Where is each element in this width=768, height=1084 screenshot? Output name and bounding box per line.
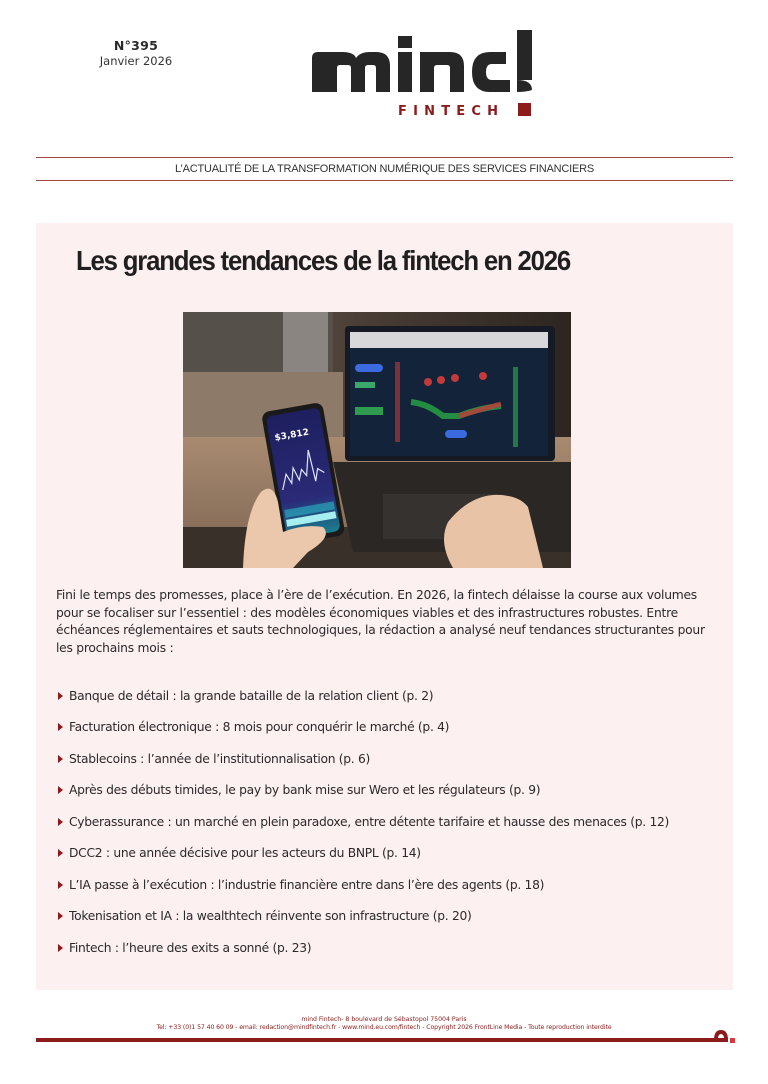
issue-date: Janvier 2026 (99, 54, 173, 68)
trend-label: Facturation électronique : 8 mois pour conquérir le marché (p. 4) (69, 720, 450, 735)
trend-item[interactable] (58, 901, 728, 933)
svg-text:$3,812: $3,812 (273, 427, 310, 444)
trend-item[interactable] (58, 869, 728, 901)
article-photo (183, 312, 571, 568)
trend-label: Banque de détail : la grande bataille de la relation client (p. 2) (69, 688, 434, 703)
trend-label: Après des débuts timides, le pay by bank mise sur Wero et les régulateurs (p. 9) (69, 783, 541, 798)
trend-item[interactable] (58, 712, 728, 744)
mind-logo-icon (310, 28, 540, 120)
footer-address: mind Fintech- 8 boulevard de Sébastopol 75004 Paris (301, 1016, 467, 1023)
article-panel (36, 223, 733, 990)
tagline-divider (36, 180, 733, 181)
trend-item[interactable] (58, 806, 728, 838)
mind-mark-icon (712, 1024, 736, 1044)
trend-item[interactable] (58, 743, 728, 775)
footer-contact: Tel: +33 (0)1 57 40 60 09 - email: redaction@mindfintech.fr - www.mind.eu.com/fintech - Copyright 2026 FrontLine Media - Toute reproduction interdite (156, 1024, 612, 1031)
logo-subtitle: FINTECH (398, 104, 505, 119)
issue-info (86, 38, 186, 68)
trend-label: Cyberassurance : un marché en plein paradoxe, entre détente tarifaire et hausse des menaces (p. 12) (69, 814, 669, 829)
mind-fintech-logo (310, 28, 540, 120)
tagline: L’ACTUALITÉ DE LA TRANSFORMATION NUMÉRIQUE DES SERVICES FINANCIERS (175, 163, 594, 175)
triangle-bullet-icon (58, 912, 63, 920)
triangle-bullet-icon (58, 881, 63, 889)
triangle-bullet-icon (58, 692, 63, 700)
triangle-bullet-icon (58, 755, 63, 763)
issue-number: N°395 (113, 38, 159, 53)
trend-label: DCC2 : une année décisive pour les acteurs du BNPL (p. 14) (69, 846, 421, 861)
top-divider (36, 157, 733, 158)
trends-list (58, 680, 728, 964)
triangle-bullet-icon (58, 786, 63, 794)
trend-label: L’IA passe à l’exécution : l’industrie financière entre dans l’ère des agents (p. 18) (69, 877, 545, 892)
trend-item[interactable] (58, 932, 728, 964)
trend-item[interactable] (58, 680, 728, 712)
trend-label: Stablecoins : l’année de l’institutionnalisation (p. 6) (69, 751, 371, 766)
trend-item[interactable] (58, 775, 728, 807)
triangle-bullet-icon (58, 849, 63, 857)
photo-smartphone-trading-icon (183, 312, 571, 568)
trend-item[interactable] (58, 838, 728, 870)
article-intro: Fini le temps des promesses, place à l’ère de l’exécution. En 2026, la fintech délaisse la course aux volumes pour se focaliser sur l’essentiel : des modèles économiques viables et des infrastructures robustes. Entre échéances réglementaires et sauts technologiques, la rédaction a analysé neuf tendances structurantes pour les prochains mois : (56, 588, 705, 655)
trend-label: Tokenisation et IA : la wealthtech réinvente son infrastructure (p. 20) (69, 909, 472, 924)
article-title: Les grandes tendances de la fintech en 2026 (76, 245, 571, 276)
triangle-bullet-icon (58, 944, 63, 952)
triangle-bullet-icon (58, 723, 63, 731)
trend-label: Fintech : l’heure des exits a sonné (p. 23) (69, 940, 312, 955)
triangle-bullet-icon (58, 818, 63, 826)
footer-bar (36, 1038, 728, 1042)
